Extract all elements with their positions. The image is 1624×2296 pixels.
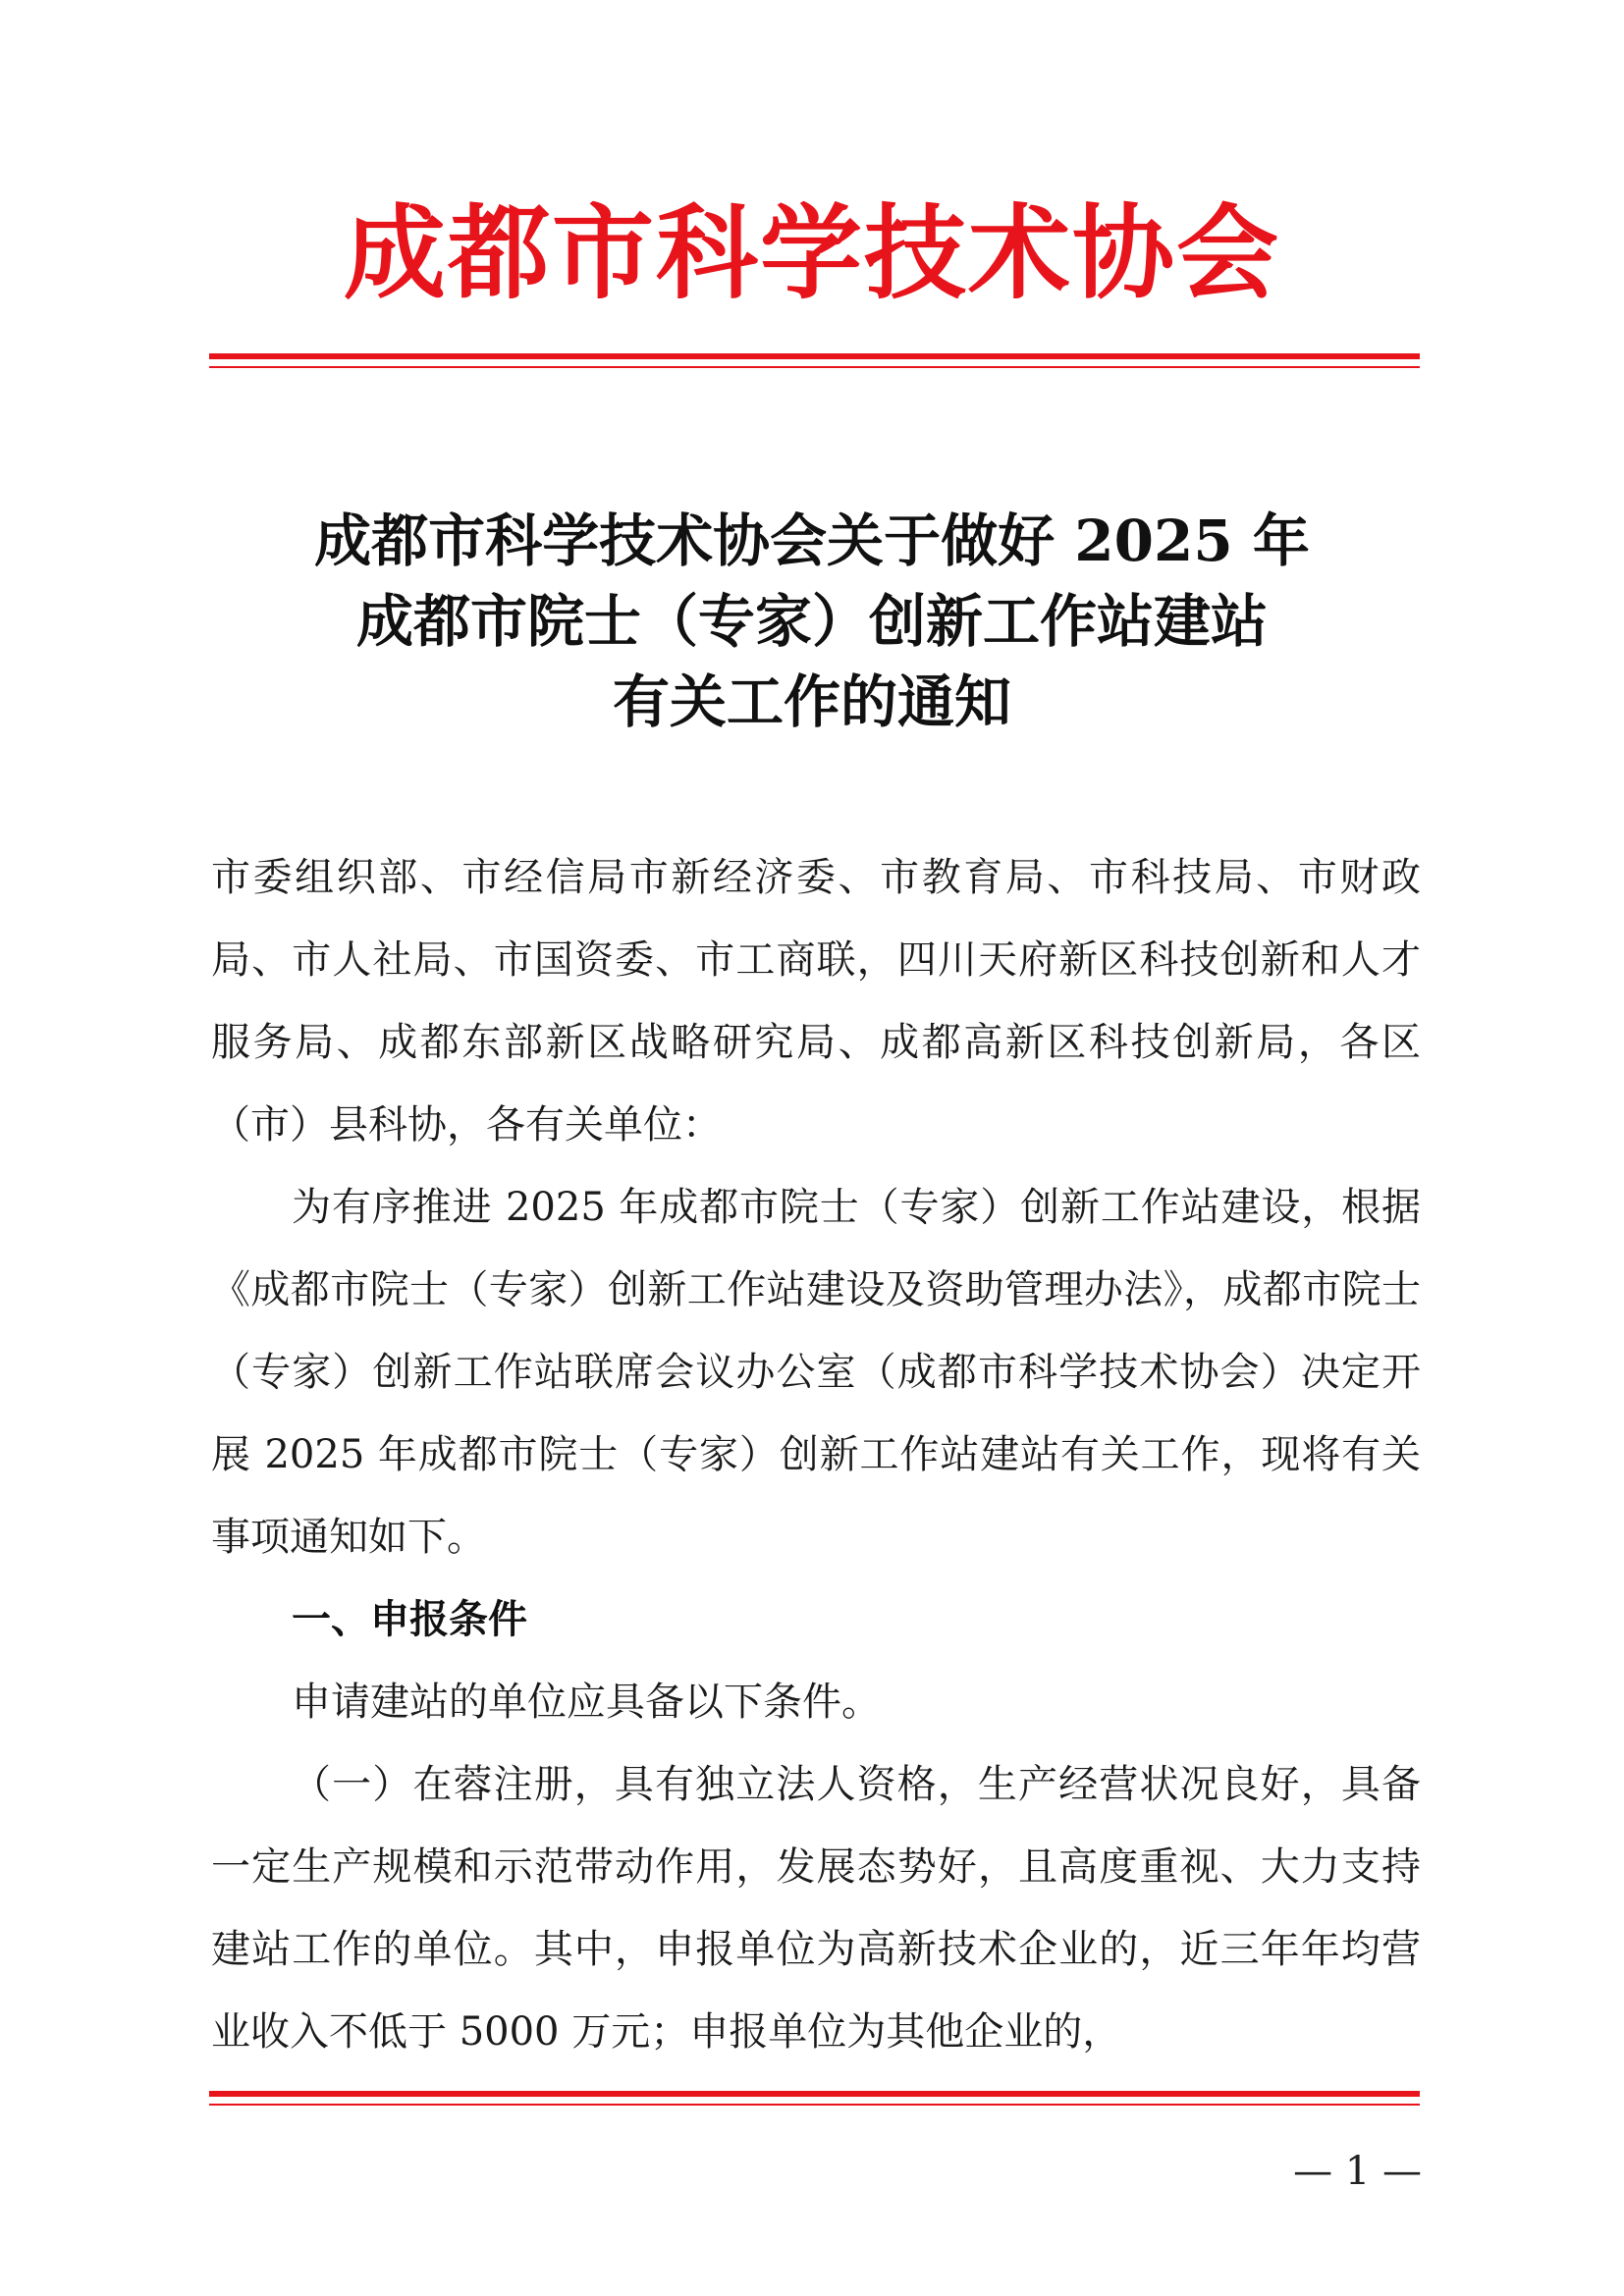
page-number: — 1 — bbox=[1293, 2149, 1422, 2194]
section-lead-paragraph: 申请建站的单位应具备以下条件。 bbox=[292, 1680, 881, 1725]
recipients-paragraph: 市委组织部、市经信局市新经济委、市教育局、市科技局、市财政局、市人社局、市国资委、市工商联，四川天府新区科技创新和人才服务局、成都东部新区战略研究局、成都高新区科技创新局，各区（市）县科协，各有关单位： bbox=[211, 855, 1421, 1148]
condition-item-paragraph: （一）在蓉注册，具有独立法人资格，生产经营状况良好，具备一定生产规模和示范带动作用，发展态势好，且高度重视、大力支持建站工作的单位。其中，申报单位为高新技术企业的，近三年年均营业收入不低于 5000 万元；申报单位为其他企业的， bbox=[211, 1762, 1421, 2055]
intro-paragraph: 为有序推进 2025 年成都市院士（专家）创新工作站建设，根据《成都市院士（专家）创新工作站建设及资助管理办法》，成都市院士（专家）创新工作站联席会议办公室（成都市科学技术协会）决定开展 2025 年成都市院士（专家）创新工作站建站有关工作，现将有关事项通知如下。 bbox=[211, 1185, 1421, 1560]
letterhead-rule-thin bbox=[209, 366, 1420, 368]
document-body bbox=[211, 836, 1421, 2073]
footer-rule-thick bbox=[209, 2091, 1420, 2097]
section-heading: 一、申报条件 bbox=[292, 1597, 527, 1642]
letterhead-rule-thick bbox=[209, 353, 1420, 359]
letterhead-org-name: 成都市科学技术协会 bbox=[343, 193, 1280, 313]
document-title-line-2: 成都市院士（专家）创新工作站建站 bbox=[355, 588, 1268, 655]
document-title-line-3: 有关工作的通知 bbox=[612, 668, 1011, 735]
footer-rule-thin bbox=[209, 2104, 1420, 2106]
document-title bbox=[0, 501, 1624, 742]
document-title-line-1: 成都市科学技术协会关于做好 2025 年 bbox=[314, 507, 1310, 574]
